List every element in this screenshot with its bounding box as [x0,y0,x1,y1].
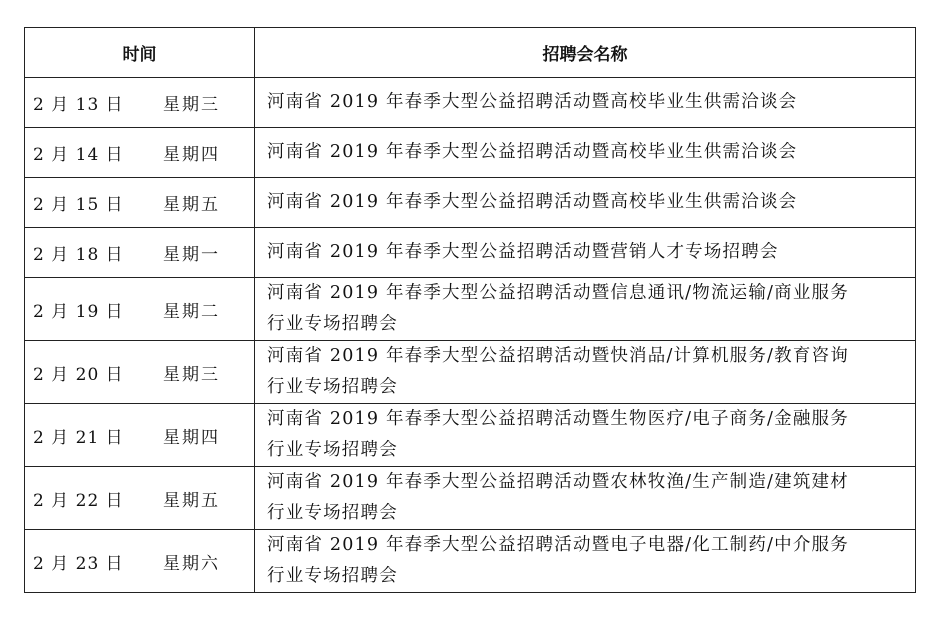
date: 2 月 13 日 [33,95,124,115]
weekday: 星期四 [163,145,220,165]
date: 2 月 21 日 [33,427,124,448]
time-cell [25,341,255,404]
time-cell [25,530,255,593]
table-row [25,530,916,593]
fair-name-line-1: 河南省 2019 年春季大型公益招聘活动暨信息通讯/物流运输/商业服务 [267,283,849,303]
weekday: 星期五 [163,490,220,511]
fair-name: 河南省 2019 年春季大型公益招聘活动暨营销人才专场招聘会 [267,242,779,262]
weekday: 星期四 [163,427,220,448]
date: 2 月 18 日 [33,245,124,265]
fair-name-cell [255,467,916,530]
time-cell [25,78,255,128]
time-cell [25,178,255,228]
job-fair-schedule-table [24,27,916,593]
date: 2 月 23 日 [33,553,124,574]
fair-name-cell [255,530,916,593]
fair-name-cell [255,278,916,341]
weekday: 星期三 [163,95,220,115]
fair-name-line-1: 河南省 2019 年春季大型公益招聘活动暨快消品/计算机服务/教育咨询 [267,346,849,366]
fair-name-cell [255,404,916,467]
fair-name: 河南省 2019 年春季大型公益招聘活动暨高校毕业生供需洽谈会 [267,92,798,112]
fair-name-line-1: 河南省 2019 年春季大型公益招聘活动暨电子电器/化工制药/中介服务 [267,535,849,555]
fair-name-line-1: 河南省 2019 年春季大型公益招聘活动暨农林牧渔/生产制造/建筑建材 [267,472,849,492]
weekday: 星期一 [163,245,220,265]
name-column-header: 招聘会名称 [255,28,916,78]
table-row [25,341,916,404]
fair-name-line-2: 行业专场招聘会 [267,440,398,460]
date: 2 月 19 日 [33,301,124,322]
fair-name-cell [255,128,916,178]
fair-name: 河南省 2019 年春季大型公益招聘活动暨高校毕业生供需洽谈会 [267,192,798,212]
table-header-row [25,28,916,78]
table-row [25,228,916,278]
time-column-header: 时间 [25,28,255,78]
fair-name-line-2: 行业专场招聘会 [267,503,398,523]
time-cell [25,128,255,178]
date: 2 月 20 日 [33,364,124,385]
weekday: 星期三 [163,364,220,385]
table-row [25,128,916,178]
weekday: 星期六 [163,553,220,574]
fair-name-cell [255,341,916,404]
table-row [25,178,916,228]
time-cell [25,404,255,467]
table-row [25,278,916,341]
time-cell [25,467,255,530]
weekday: 星期五 [163,195,220,215]
table-row [25,467,916,530]
table-row [25,404,916,467]
fair-name-cell [255,178,916,228]
date: 2 月 14 日 [33,145,124,165]
time-cell [25,278,255,341]
date: 2 月 15 日 [33,195,124,215]
fair-name-line-1: 河南省 2019 年春季大型公益招聘活动暨生物医疗/电子商务/金融服务 [267,409,849,429]
time-cell [25,228,255,278]
fair-name-line-2: 行业专场招聘会 [267,566,398,586]
table-row [25,78,916,128]
fair-name-cell [255,228,916,278]
date: 2 月 22 日 [33,490,124,511]
fair-name-line-2: 行业专场招聘会 [267,314,398,334]
fair-name: 河南省 2019 年春季大型公益招聘活动暨高校毕业生供需洽谈会 [267,142,798,162]
fair-name-cell [255,78,916,128]
fair-name-line-2: 行业专场招聘会 [267,377,398,397]
weekday: 星期二 [163,301,220,322]
